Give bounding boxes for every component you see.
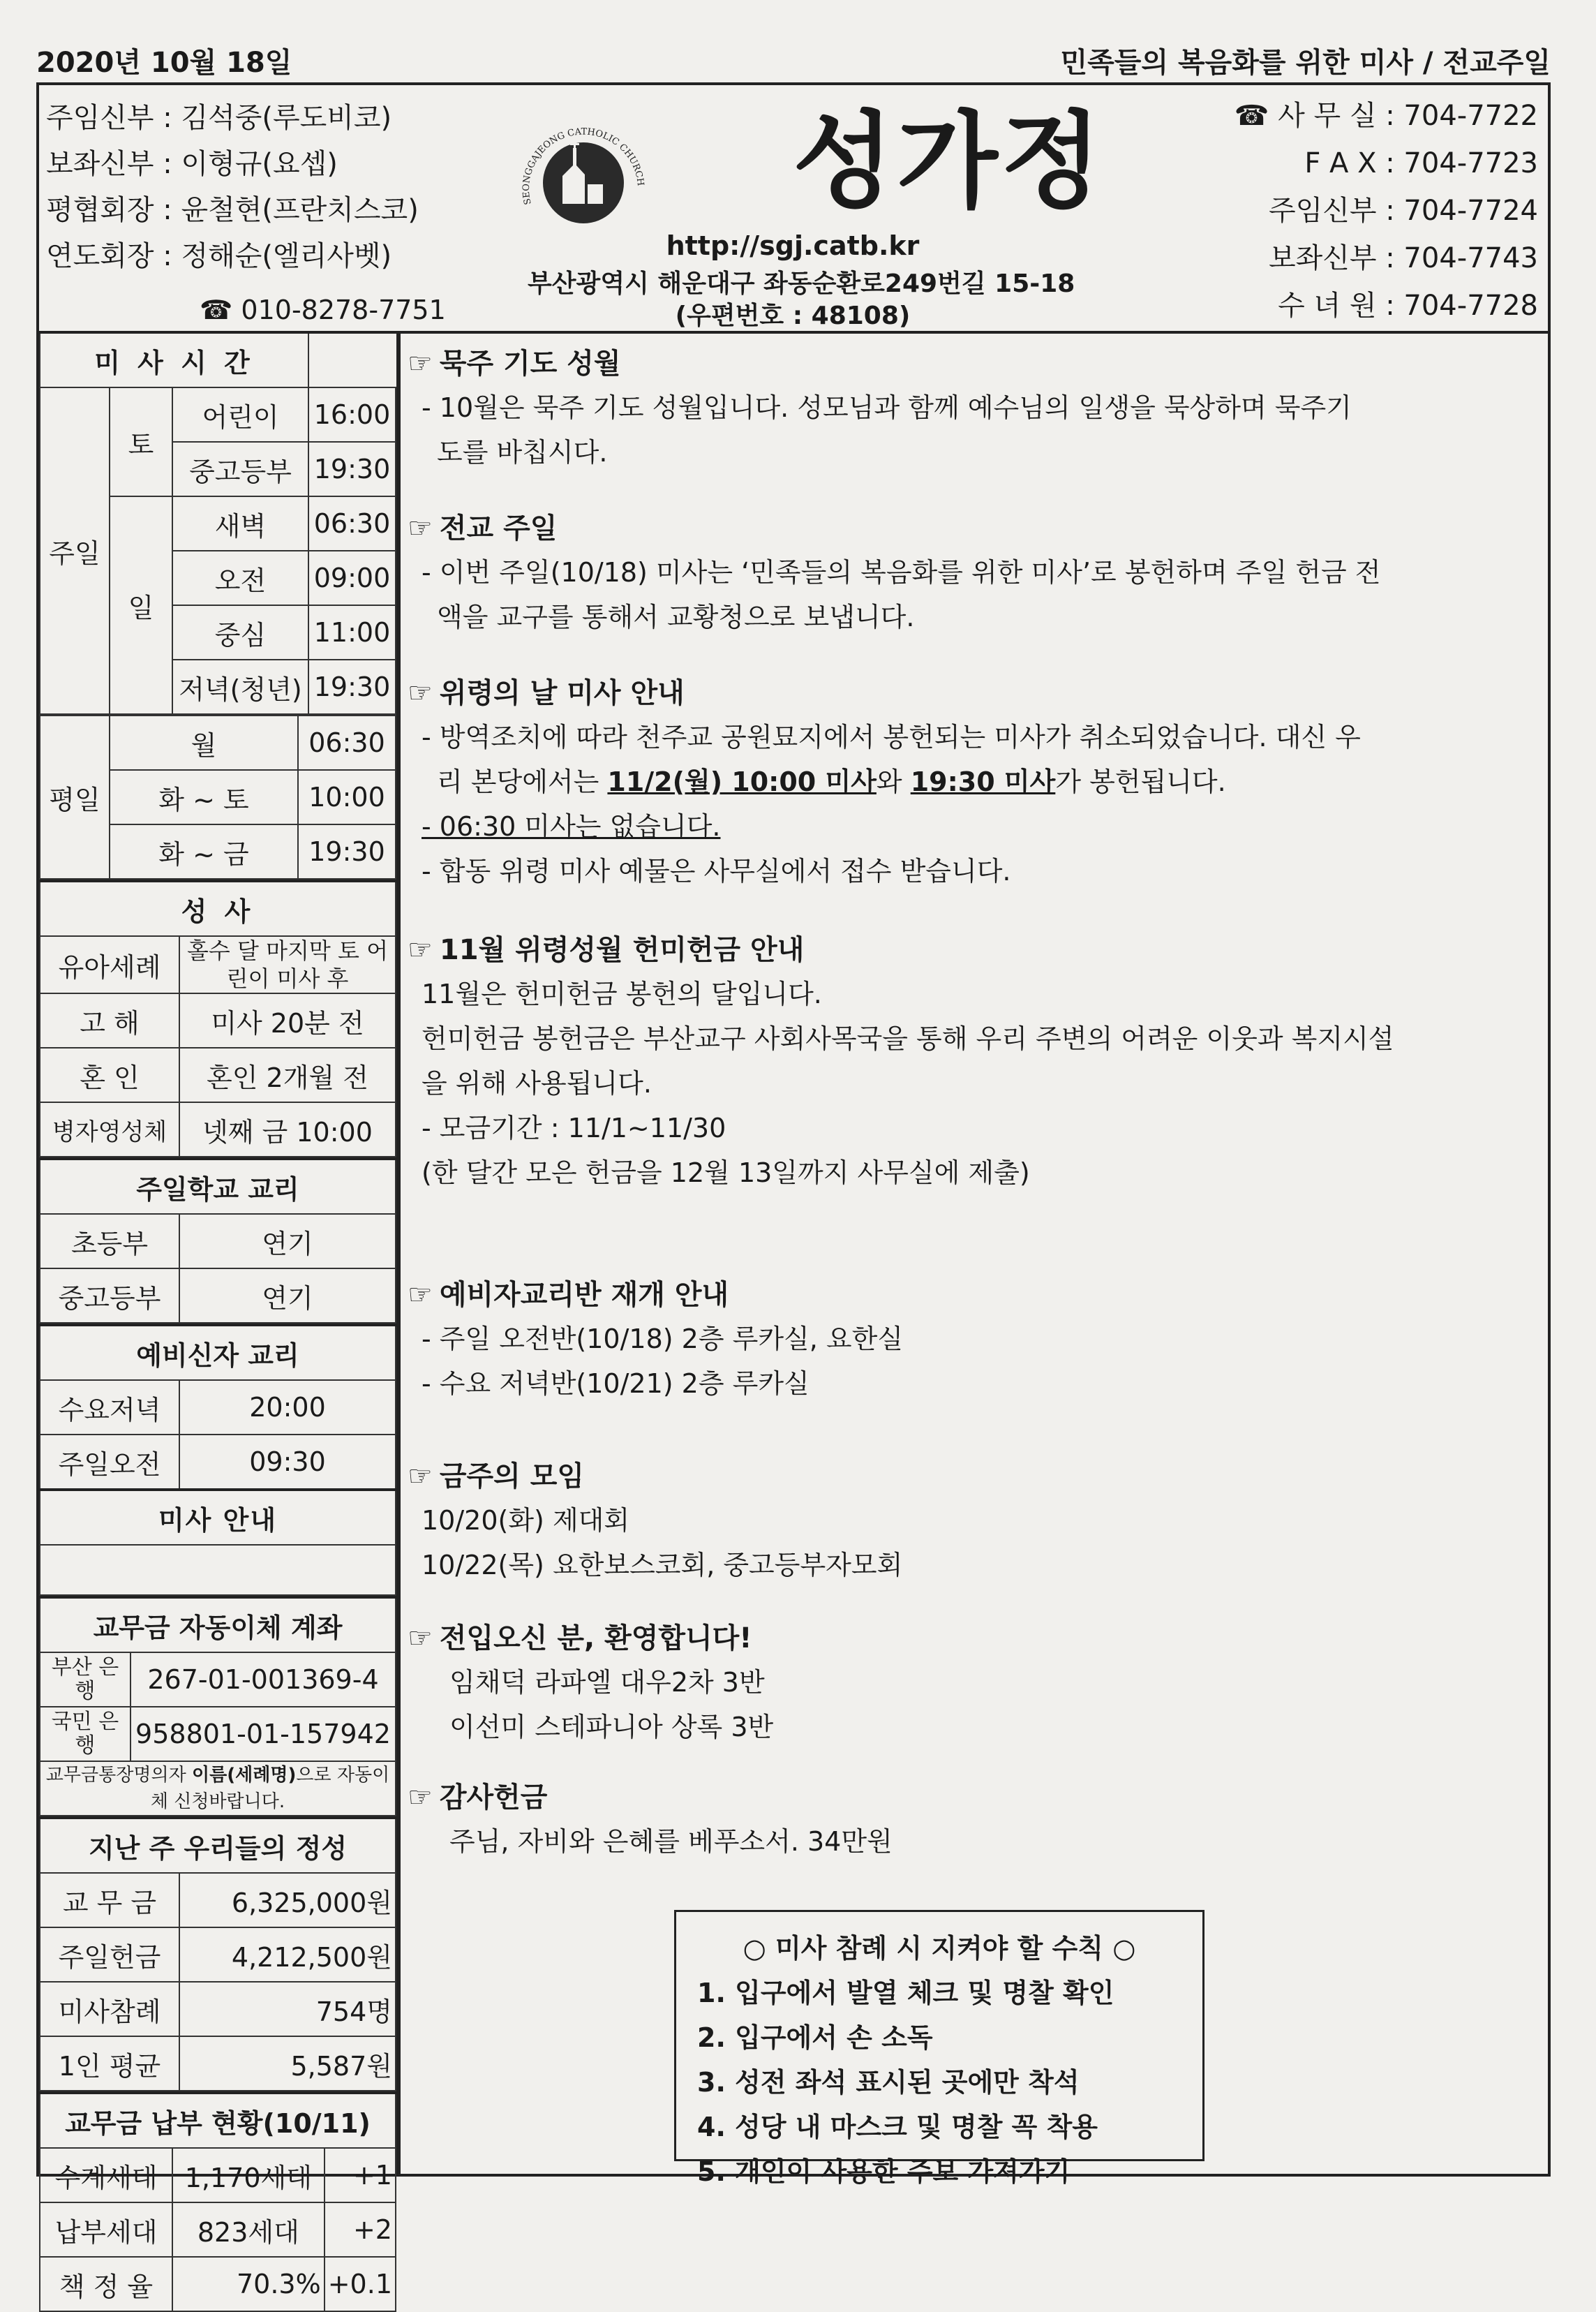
notice-text: 가 봉헌됩니다. xyxy=(1055,766,1226,797)
mass-row-name: 저녁(청년) xyxy=(172,660,308,714)
notice-text: 리 본당에서는 xyxy=(437,766,608,797)
notice-line: 액을 교구를 통해서 교황청으로 보냅니다. xyxy=(437,602,915,632)
mass-rules-box xyxy=(674,1910,1205,2187)
sunday-label: 주일 xyxy=(40,387,110,714)
sacrament-name: 고 해 xyxy=(40,993,179,1048)
notice-rosary xyxy=(408,342,1538,475)
notice-title: 감사헌금 xyxy=(439,1781,548,1814)
staff-assistant: 보좌신부 : 이형규(요셉) xyxy=(46,148,338,180)
hand-pointer-icon: ☞ xyxy=(408,677,433,709)
notice-text: 와 xyxy=(876,766,911,797)
notice-line: - 10월은 묵주 기도 성월입니다. 성모님과 함께 예수님의 일생을 묵상하며 묵주기 xyxy=(422,392,1352,423)
notice-line: - 방역조치에 따라 천주교 공원묘지에서 봉헌되는 미사가 취소되었습니다. 대신 우 xyxy=(422,722,1361,753)
school-status: 연기 xyxy=(179,1268,396,1323)
sunday-school-title: 주일학교 교리 xyxy=(40,1159,396,1214)
mass-rule-item: 4. 성당 내 마스크 및 명찰 꼭 착용 xyxy=(697,2112,1098,2142)
mass-row-time: 06:30 xyxy=(308,496,396,551)
mass-row-name: 중고등부 xyxy=(172,442,308,496)
weekday-mass-table xyxy=(39,715,396,880)
staff-council: 평협회장 : 윤철현(프란치스코) xyxy=(46,194,419,226)
mass-rule-item: 1. 입구에서 발열 체크 및 명찰 확인 xyxy=(697,1978,1114,2008)
hand-pointer-icon: ☞ xyxy=(408,348,433,380)
mass-row-time: 19:30 xyxy=(308,660,396,714)
dues-title: 교무금 납부 현황(10/11) xyxy=(40,2093,396,2148)
notices-panel xyxy=(399,334,1551,2187)
offering-value: 5,587원 xyxy=(179,2036,396,2091)
transfer-note-a: 교무금통장명의자 xyxy=(45,1765,192,1786)
notice-line: - 이번 주일(10/18) 미사는 ‘민족들의 복음화를 위한 미사’로 봉헌하며 주일 헌금 전 xyxy=(422,557,1381,588)
mass-row-name: 화 ~ 토 xyxy=(110,770,298,824)
hand-pointer-icon: ☞ xyxy=(408,1279,433,1311)
bulletin-header xyxy=(36,82,1551,334)
mass-row-time: 16:00 xyxy=(308,387,396,442)
contact-convent: 수 녀 원 : 704-7728 xyxy=(1278,290,1538,322)
notice-line: 도를 바칩시다. xyxy=(437,437,608,468)
notice-title: 전입오신 분, 환영합니다! xyxy=(439,1622,752,1654)
class-time: 09:30 xyxy=(179,1435,396,1490)
dues-label: 납부세대 xyxy=(40,2202,172,2257)
dues-change: +1 xyxy=(325,2148,396,2202)
class-name: 주일오전 xyxy=(40,1435,179,1490)
class-time: 20:00 xyxy=(179,1380,396,1435)
mass-row-time: 11:00 xyxy=(308,605,396,660)
notice-line: 헌미헌금 봉헌금은 부산교구 사회사목국을 통해 우리 주변의 어려운 이웃과 복지시설 xyxy=(422,1023,1394,1054)
transfer-note-c: 으로 자동이체 신청바랍니다. xyxy=(150,1765,390,1812)
dues-value: 70.3% xyxy=(172,2257,325,2311)
dues-label: 수계세대 xyxy=(40,2148,172,2202)
offering-label: 1인 평균 xyxy=(40,2036,179,2091)
notice-catechumen xyxy=(408,1273,1538,1406)
catechumen-table xyxy=(39,1324,396,1596)
dues-value: 1,170세대 xyxy=(172,2148,325,2202)
notice-line: - 합동 위령 미사 예물은 사무실에서 접수 받습니다. xyxy=(422,856,1011,887)
offering-table xyxy=(39,1816,396,2091)
mass-rule-item: 3. 성전 좌석 표시된 곳에만 착석 xyxy=(697,2067,1080,2098)
bulletin-theme: 민족들의 복음화를 위한 미사 / 전교주일 xyxy=(1060,47,1551,79)
sacrament-name: 유아세례 xyxy=(40,936,179,993)
contact-pastor: 주임신부 : 704-7724 xyxy=(1268,195,1538,227)
bank-name: 국민 은행 xyxy=(40,1707,130,1761)
hand-pointer-icon: ☞ xyxy=(408,1781,433,1814)
dues-label: 책 정 율 xyxy=(40,2257,172,2311)
notice-line xyxy=(408,759,1538,804)
offering-value: 754명 xyxy=(179,1982,396,2036)
offering-value: 4,212,500원 xyxy=(179,1927,396,1982)
notice-welcome xyxy=(408,1617,1538,1749)
staff-phone: ☎ 010-8278-7751 xyxy=(200,295,446,325)
mass-row-time: 10:00 xyxy=(298,770,396,824)
sacraments-title: 성 사 xyxy=(40,881,396,936)
notice-november-offering xyxy=(408,928,1538,1195)
school-status: 연기 xyxy=(179,1214,396,1268)
notice-text: - 06:30 미사는 없습니다. xyxy=(422,811,721,842)
sacraments-table xyxy=(39,880,396,1157)
notice-meetings xyxy=(408,1455,1538,1587)
contact-office: ☎ 사 무 실 : 704-7722 xyxy=(1234,100,1538,132)
offering-title: 지난 주 우리들의 정성 xyxy=(40,1818,396,1873)
staff-pastor: 주임신부 : 김석중(루도비코) xyxy=(46,102,392,134)
catechumen-title: 예비신자 교리 xyxy=(40,1325,396,1380)
hand-pointer-icon: ☞ xyxy=(408,934,433,966)
notice-line: 이선미 스테파니아 상록 3반 xyxy=(449,1712,774,1742)
mass-row-name: 화 ~ 금 xyxy=(110,824,298,879)
notice-line: - 모금기간 : 11/1~11/30 xyxy=(422,1113,726,1143)
notice-line: - 주일 오전반(10/18) 2층 루카실, 요한실 xyxy=(422,1324,904,1354)
church-address: 부산광역시 해운대구 좌동순환로249번길 15-18 xyxy=(528,269,1075,298)
dues-table xyxy=(39,2091,396,2312)
mass-row-time: 19:30 xyxy=(298,824,396,879)
transfer-table xyxy=(39,1596,396,1816)
weekday-label: 평일 xyxy=(40,716,110,879)
mass-guide-blank xyxy=(40,1545,396,1595)
notice-highlight: 11/2(월) 10:00 미사 xyxy=(607,766,877,797)
church-postcode: (우편번호 : 48108) xyxy=(675,302,911,330)
transfer-note-b: 이름(세례명) xyxy=(191,1765,297,1786)
account-number: 958801-01-157942 xyxy=(130,1707,396,1761)
mass-row-name: 오전 xyxy=(172,551,308,605)
contact-list xyxy=(1235,92,1538,329)
offering-label: 교 무 금 xyxy=(40,1873,179,1927)
logo-text: SEONGGAJEONG CATHOLIC CHURCH xyxy=(521,126,646,206)
mass-guide-title: 미사 안내 xyxy=(40,1490,396,1545)
notice-all-souls xyxy=(408,672,1538,894)
sacrament-name: 병자영성체 xyxy=(40,1102,179,1157)
notice-thanks xyxy=(408,1776,1538,1864)
notice-line: 임채덕 라파엘 대우2차 3반 xyxy=(449,1667,765,1698)
notice-title: 묵주 기도 성월 xyxy=(439,348,621,380)
transfer-note xyxy=(40,1761,396,1816)
mass-schedule-table xyxy=(39,334,396,715)
church-logo-icon xyxy=(521,99,646,239)
sunday-day-label: 일 xyxy=(110,496,172,714)
account-number: 267-01-001369-4 xyxy=(130,1652,396,1707)
sacrament-info: 홀수 달 마지막 토 어린이 미사 후 xyxy=(179,936,396,993)
staff-yeondo: 연도회장 : 정해순(엘리사벳) xyxy=(46,240,392,272)
sacrament-info: 혼인 2개월 전 xyxy=(179,1048,396,1102)
offering-value: 6,325,000원 xyxy=(179,1873,396,1927)
notice-line: 10/22(목) 요한보스코회, 중고등부자모회 xyxy=(422,1550,903,1580)
sacrament-info: 넷째 금 10:00 xyxy=(179,1102,396,1157)
mass-row-time: 06:30 xyxy=(298,716,396,770)
mass-rules-title: ○ 미사 참례 시 지켜야 할 수칙 ○ xyxy=(743,1933,1136,1964)
notice-line: 을 위해 사용됩니다. xyxy=(422,1068,652,1099)
notice-highlight: 19:30 미사 xyxy=(910,766,1056,797)
sacrament-info: 미사 20분 전 xyxy=(179,993,396,1048)
church-title: 성가정 xyxy=(793,101,1105,223)
offering-label: 미사참례 xyxy=(40,1982,179,2036)
saturday-label: 토 xyxy=(110,387,172,496)
school-name: 초등부 xyxy=(40,1214,179,1268)
mass-row-name: 중심 xyxy=(172,605,308,660)
mass-row-time: 09:00 xyxy=(308,551,396,605)
hand-pointer-icon: ☞ xyxy=(408,1460,433,1492)
notice-line xyxy=(408,804,1538,849)
notice-title: 예비자교리반 재개 안내 xyxy=(439,1279,729,1311)
dues-change: +2 xyxy=(325,2202,396,2257)
notice-line: (한 달간 모은 헌금을 12월 13일까지 사무실에 제출) xyxy=(422,1157,1030,1188)
notice-title: 전교 주일 xyxy=(439,512,558,544)
notice-title: 위령의 날 미사 안내 xyxy=(439,677,685,709)
mass-schedule-title: 미 사 시 간 xyxy=(40,334,308,387)
notice-line: 주님, 자비와 은혜를 베푸소서. 34만원 xyxy=(449,1826,893,1857)
notice-title: 금주의 모임 xyxy=(439,1460,584,1492)
hand-pointer-icon: ☞ xyxy=(408,1622,433,1654)
bank-name: 부산 은행 xyxy=(40,1652,130,1707)
dues-value: 823세대 xyxy=(172,2202,325,2257)
hand-pointer-icon: ☞ xyxy=(408,512,433,544)
notice-mission-sunday xyxy=(408,507,1538,639)
school-name: 중고등부 xyxy=(40,1268,179,1323)
notice-line: - 수요 저녁반(10/21) 2층 루카실 xyxy=(422,1368,810,1399)
mass-row-name: 새벽 xyxy=(172,496,308,551)
mass-rule-item: 5. 개인이 사용한 주보 가져가기 xyxy=(697,2156,1071,2187)
mass-row-time: 19:30 xyxy=(308,442,396,496)
sidebar xyxy=(36,334,399,2302)
sunday-school-table xyxy=(39,1157,396,1324)
contact-assistant: 보좌신부 : 704-7743 xyxy=(1268,242,1538,274)
staff-list xyxy=(46,95,419,279)
mass-row-name: 어린이 xyxy=(172,387,308,442)
church-url[interactable]: http://sgj.catb.kr xyxy=(666,230,920,261)
bulletin-date: 2020년 10월 18일 xyxy=(36,47,292,79)
notice-line: 10/20(화) 제대회 xyxy=(422,1505,630,1536)
transfer-title: 교무금 자동이체 계좌 xyxy=(40,1597,396,1652)
offering-label: 주일헌금 xyxy=(40,1927,179,1982)
notice-line: 11월은 헌미헌금 봉헌의 달입니다. xyxy=(422,979,822,1009)
sacrament-name: 혼 인 xyxy=(40,1048,179,1102)
notice-title: 11월 위령성월 헌미헌금 안내 xyxy=(439,934,805,966)
mass-row-name: 월 xyxy=(110,716,298,770)
class-name: 수요저녁 xyxy=(40,1380,179,1435)
dues-change: +0.1 xyxy=(325,2257,396,2311)
contact-fax: F A X : 704-7723 xyxy=(1304,147,1538,179)
mass-rule-item: 2. 입구에서 손 소독 xyxy=(697,2022,933,2053)
